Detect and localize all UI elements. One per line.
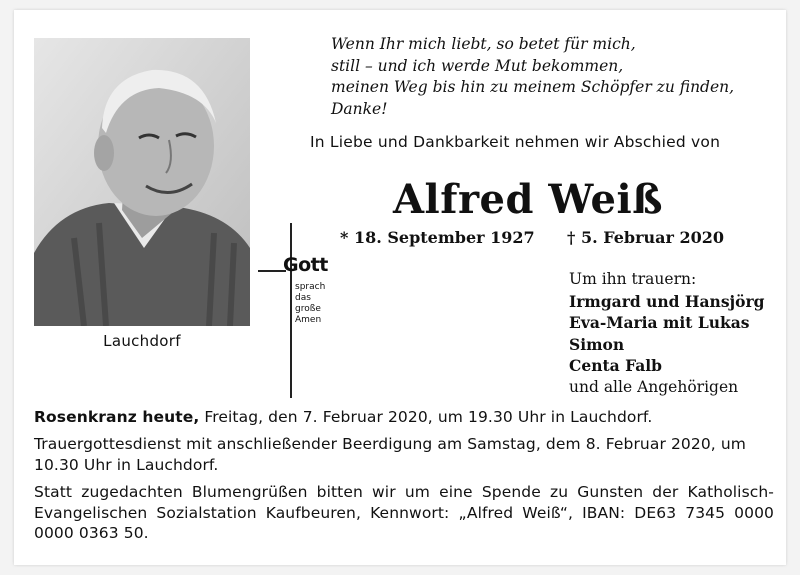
emblem-word: Gott [283, 254, 328, 276]
emblem-line: das [295, 293, 311, 303]
obituary-card [14, 10, 786, 565]
poem-line: Wenn Ihr mich liebt, so betet für mich, [331, 35, 636, 53]
portrait-photo [34, 38, 250, 326]
photo-caption: Lauchdorf [103, 332, 181, 350]
funeral-info: Trauergottesdienst mit anschließender Beerdigung am Samstag, dem 8. Februar 2020, um 10.30 Uhr in Lauchdorf. [34, 435, 746, 474]
poem-line: still – und ich werde Mut bekommen, [331, 56, 624, 75]
mourners-intro: Um ihn trauern: [569, 270, 697, 288]
emblem-line: große [295, 304, 321, 314]
farewell-text: In Liebe und Dankbarkeit nehmen wir Abschied von [310, 133, 721, 151]
emblem-line: sprach [295, 282, 326, 292]
birth-date: * 18. September 1927 [340, 228, 535, 247]
mourners-outro: und alle Angehörigen [569, 377, 739, 396]
rosary-label: Rosenkranz heute, [34, 408, 200, 426]
emblem-text [295, 282, 325, 326]
donation-info: Statt zugedachten Blumengrüßen bitten wir um eine Spende zu Gunsten der Katholisch-Evangelischen Sozialstation Kaufbeuren, Kennwort: „Alfred Weiß“, IBAN: DE63 7345 0000 0000 0363 50. [34, 483, 774, 542]
death-date: † 5. Februar 2020 [567, 228, 725, 247]
mourners-list [569, 269, 765, 398]
rosary-text: Freitag, den 7. Februar 2020, um 19.30 Uhr in Lauchdorf. [199, 408, 653, 426]
cross-horizontal-line [258, 270, 286, 272]
poem-line: Danke! [331, 99, 388, 118]
mourner-name: Irmgard und Hansjörg [569, 291, 765, 311]
mourner-name: Simon [569, 334, 625, 354]
rosary-info [34, 407, 774, 428]
deceased-name: Alfred Weiß [393, 176, 664, 223]
poem [331, 34, 781, 120]
mourner-name: Centa Falb [569, 356, 662, 375]
cross-vertical-line [290, 223, 292, 398]
mourner-name: Eva-Maria mit Lukas [569, 313, 750, 332]
emblem-line: Amen [295, 315, 322, 325]
portrait-image [34, 38, 250, 326]
poem-line: meinen Weg bis hin zu meinem Schöpfer zu finden, [331, 78, 735, 96]
